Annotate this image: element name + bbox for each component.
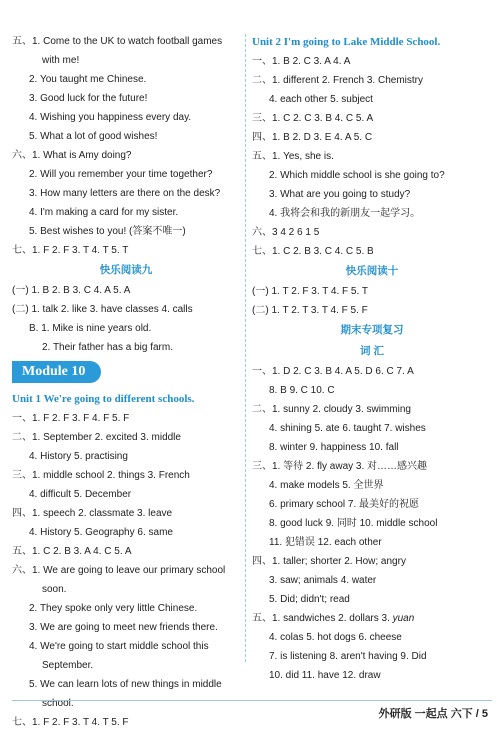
answer-line: 5. Best wishes to you! (答案不唯一) — [29, 226, 186, 237]
page-footer — [0, 700, 500, 724]
answer-line: (一) 1. T 2. F 3. T 4. F 5. T — [252, 286, 368, 297]
answer-line: 4. We're going to start middle school this — [29, 641, 209, 652]
answer-line: 2. Which middle school is she going to? — [269, 170, 445, 181]
answer-line: 五、1. Come to the UK to watch football games — [12, 36, 223, 47]
answer-line: 六、1. We are going to leave our primary school — [12, 565, 226, 576]
answer-line: 6. primary school 7. 最美好的祝愿 — [269, 499, 420, 510]
answer-line: 3. What are you going to study? — [269, 189, 411, 200]
answer-line: 3. How many letters are there on the desk? — [29, 188, 221, 199]
answer-line: 2. They spoke only very little Chinese. — [29, 603, 198, 614]
section-title: 快乐阅读十 — [345, 265, 399, 277]
answer-line: 四、1. speech 2. classmate 3. leave — [12, 508, 173, 519]
section-title: 快乐阅读九 — [99, 264, 153, 276]
answer-line: 5. What a lot of good wishes! — [29, 131, 158, 142]
answer-line: 六、3 4 2 6 1 5 — [252, 227, 320, 238]
answer-line: 4. difficult 5. December — [29, 489, 132, 500]
answer-line: (二) 1. talk 2. like 3. have classes 4. calls — [12, 304, 193, 315]
footer-text: 外研版 一起点 六下 / 5 — [378, 708, 488, 720]
answer-line: 7. is listening 8. aren't having 9. Did — [269, 651, 427, 662]
answer-line: 一、1. F 2. F 3. F 4. F 5. F — [12, 413, 130, 424]
answer-line: 五、1. C 2. B 3. A 4. C 5. A — [12, 546, 132, 557]
answer-line: September. — [42, 660, 94, 671]
answer-line: 4. 我将会和我的新朋友一起学习。 — [269, 208, 421, 219]
answer-line: 四、1. B 2. D 3. E 4. A 5. C — [252, 132, 373, 143]
answer-line: 二、1. different 2. French 3. Chemistry — [252, 75, 423, 86]
module-banner: Module 10 — [12, 361, 101, 383]
answer-line: 4. shining 5. ate 6. taught 7. wishes — [269, 423, 426, 434]
answer-line: school. — [42, 698, 74, 709]
answer-line: 11. 犯错误 12. each other — [269, 537, 382, 548]
answer-line: 4. History 5. practising — [29, 451, 128, 462]
answer-line: 七、1. F 2. F 3. T 4. T 5. T — [12, 245, 129, 256]
answer-line: B. 1. Mike is nine years old. — [29, 323, 152, 334]
answer-line: 2. You taught me Chinese. — [29, 74, 147, 85]
answer-line: 8. winter 9. happiness 10. fall — [269, 442, 399, 453]
answer-line: 六、1. What is Amy doing? — [12, 150, 132, 161]
right-column — [252, 32, 492, 685]
answer-line — [252, 609, 492, 628]
unit-title: Unit 2 I'm going to Lake Middle School. — [252, 36, 441, 48]
answer-line: 4. I'm making a card for my sister. — [29, 207, 179, 218]
answer-line: 三、1. 等待 2. fly away 3. 对……感兴趣 — [252, 461, 428, 472]
answer-line: 10. did 11. have 12. draw — [269, 670, 381, 681]
answer-line: 四、1. taller; shorter 2. How; angry — [252, 556, 406, 567]
answer-line: 5. We can learn lots of new things in middle — [29, 679, 222, 690]
section-title: 期末专项复习 — [340, 324, 404, 336]
answer-line: with me! — [42, 55, 80, 66]
answer-line: soon. — [42, 584, 67, 595]
answer-line: 4. each other 5. subject — [269, 94, 373, 105]
answer-line: 5. Did; didn't; read — [269, 594, 350, 605]
answer-line: 8. good luck 9. 同时 10. middle school — [269, 518, 438, 529]
answer-line: 3. saw; animals 4. water — [269, 575, 377, 586]
answer-line: 4. History 5. Geography 6. same — [29, 527, 173, 538]
answer-line: 二、1. sunny 2. cloudy 3. swimming — [252, 404, 411, 415]
answer-line: 4. make models 5. 全世界 — [269, 480, 384, 491]
answer-line: 3. Good luck for the future! — [29, 93, 148, 104]
section-subtitle: 词 汇 — [360, 345, 384, 357]
answer-line: 三、1. middle school 2. things 3. French — [12, 470, 190, 481]
answer-line: 一、1. D 2. C 3. B 4. A 5. D 6. C 7. A — [252, 366, 414, 377]
footer-rule — [12, 700, 492, 701]
answer-line: 8. B 9. C 10. C — [269, 385, 335, 396]
answer-line: 2. Their father has a big farm. — [42, 342, 173, 353]
answer-line: 三、1. C 2. C 3. B 4. C 5. A — [252, 113, 374, 124]
answer-line: 4. Wishing you happiness every day. — [29, 112, 192, 123]
answer-line: 七、1. C 2. B 3. C 4. C 5. B — [252, 246, 374, 257]
answer-line: 2. Will you remember your time together? — [29, 169, 213, 180]
answer-text: 五、1. sandwiches 2. dollars 3. — [252, 613, 390, 624]
answer-line: (二) 1. T 2. T 3. T 4. F 5. F — [252, 305, 368, 316]
unit-title: Unit 1 We're going to different schools. — [12, 393, 195, 405]
answer-line: 一、1. B 2. C 3. A 4. A — [252, 56, 351, 67]
column-divider — [245, 34, 246, 662]
answer-line: 4. colas 5. hot dogs 6. cheese — [269, 632, 402, 643]
answer-line: 二、1. September 2. excited 3. middle — [12, 432, 181, 443]
answer-line: (一) 1. B 2. B 3. C 4. A 5. A — [12, 285, 131, 296]
answer-italic: yuan — [392, 613, 415, 624]
answer-line: 五、1. Yes, she is. — [252, 151, 334, 162]
answer-line: 3. We are going to meet new friends there. — [29, 622, 218, 633]
left-column — [12, 32, 240, 732]
answer-line: 七、1. F 2. F 3. T 4. T 5. F — [12, 717, 129, 728]
